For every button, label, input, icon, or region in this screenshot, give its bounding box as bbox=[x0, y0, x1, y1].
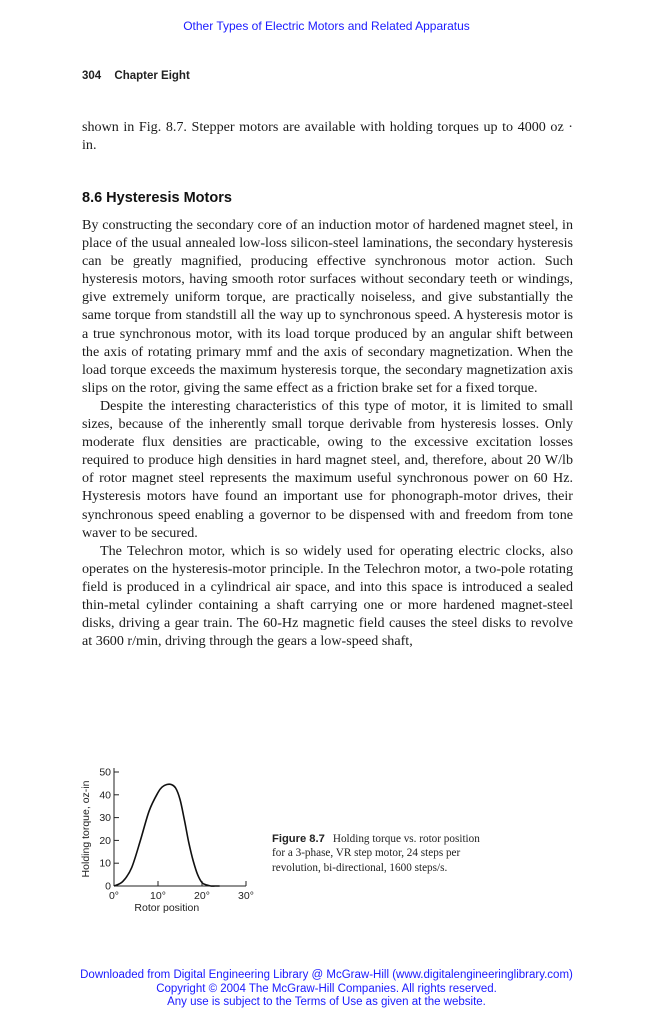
paragraph-1: By constructing the secondary core of an induction motor of hardened magnet steel, in place of the usual annealed low-loss silicon-steel laminations, the secondary hysteresis can be greatly magnified, producing effective synchronous motor action. Such hysteresis motors, having smooth rotor surfaces without secondary teeth or windings, give extremely uniform torque, are practically noiseless, and give substantially the same torque from standstill all the way up to synchronous speed. A hysteresis motor is a true synchronous motor, with its load torque produced by an angular shift between the axis of rotating primary mmf and the axis of secondary magnetization. When the load torque exceeds the maximum hysteresis torque, the secondary magnetization axis slips on the rotor, giving the same effect as a friction brake set for a fixed torque. bbox=[82, 217, 573, 396]
y-tick-label: 30 bbox=[99, 812, 111, 825]
intro-text-block bbox=[82, 118, 573, 154]
y-tick-label: 0 bbox=[105, 880, 111, 893]
footer-copyright: Copyright © 2004 The McGraw-Hill Companies. All rights reserved. bbox=[156, 982, 497, 995]
chapter-heading bbox=[82, 70, 190, 82]
intro-paragraph: shown in Fig. 8.7. Stepper motors are available with holding torques up to 4000 oz · in. bbox=[82, 119, 573, 154]
x-tick-label: 30° bbox=[238, 890, 254, 902]
paragraph-3: The Telechron motor, which is so widely used for operating electric clocks, also operates on the hysteresis-motor principle. In the Telechron motor, a two-pole rotating field is produced in a cylindrical air space, and into this space is introduced a sealed thin-metal cylinder containing a shaft carrying one or more hardened magnet-steel disks, driving a gear train. The 60-Hz magnetic field causes the steel disks to revolve at 3600 r/min, driving through the gears a low-speed shaft, bbox=[82, 542, 573, 650]
footer bbox=[0, 969, 653, 1010]
x-tick-label: 20° bbox=[194, 890, 210, 902]
footer-terms-link[interactable]: Any use is subject to the Terms of Use as given at the website. bbox=[167, 996, 486, 1008]
figure-caption bbox=[272, 832, 484, 875]
section-title: 8.6 Hysteresis Motors bbox=[82, 190, 232, 206]
y-ticks bbox=[99, 767, 119, 893]
x-ticks bbox=[109, 881, 254, 902]
y-tick-label: 20 bbox=[99, 834, 111, 847]
footer-download-link[interactable]: Downloaded from Digital Engineering Library @ McGraw-Hill (www.digitalengineeringlibrary.com) bbox=[80, 969, 573, 981]
paragraph-2: Despite the interesting characteristics of this type of motor, it is limited to small sizes, because of the inherently small torque derivable from hysteresis losses. Only moderate flux densities are practicable, owing to the excessive excitation losses required to produce high densities in hard magnet steel, and, therefore, about 20 W/lb of rotor magnet steel represents the maximum useful synchronous power on 60 Hz. Hysteresis motors have found an important use for phonograph-motor drives, their synchronous speed enabling a governor to be dispensed with and freedom from tone waver to be secured. bbox=[82, 397, 573, 541]
y-tick-label: 10 bbox=[99, 857, 111, 870]
y-tick-label: 50 bbox=[99, 766, 111, 779]
figure-label: Figure 8.7 bbox=[272, 833, 325, 845]
holding-torque-curve bbox=[114, 784, 220, 886]
x-axis-label: Rotor position bbox=[134, 902, 200, 914]
y-axis-label: Holding torque, oz-in bbox=[80, 780, 92, 878]
chart-svg bbox=[74, 756, 264, 918]
figure-8-7-chart bbox=[74, 756, 264, 918]
figure-caption-text: Holding torque vs. rotor position for a 3-phase, VR step motor, 24 steps per revolution, bi-directional, 1600 steps/s. bbox=[272, 833, 480, 874]
running-header: Other Types of Electric Motors and Related Apparatus bbox=[183, 19, 470, 33]
x-tick-label: 10° bbox=[150, 890, 166, 902]
page-number: 304 bbox=[82, 70, 102, 82]
x-tick-label: 0° bbox=[108, 890, 120, 902]
y-tick-label: 40 bbox=[99, 789, 111, 802]
chapter-title: Chapter Eight bbox=[114, 70, 190, 82]
section-body bbox=[82, 216, 573, 650]
